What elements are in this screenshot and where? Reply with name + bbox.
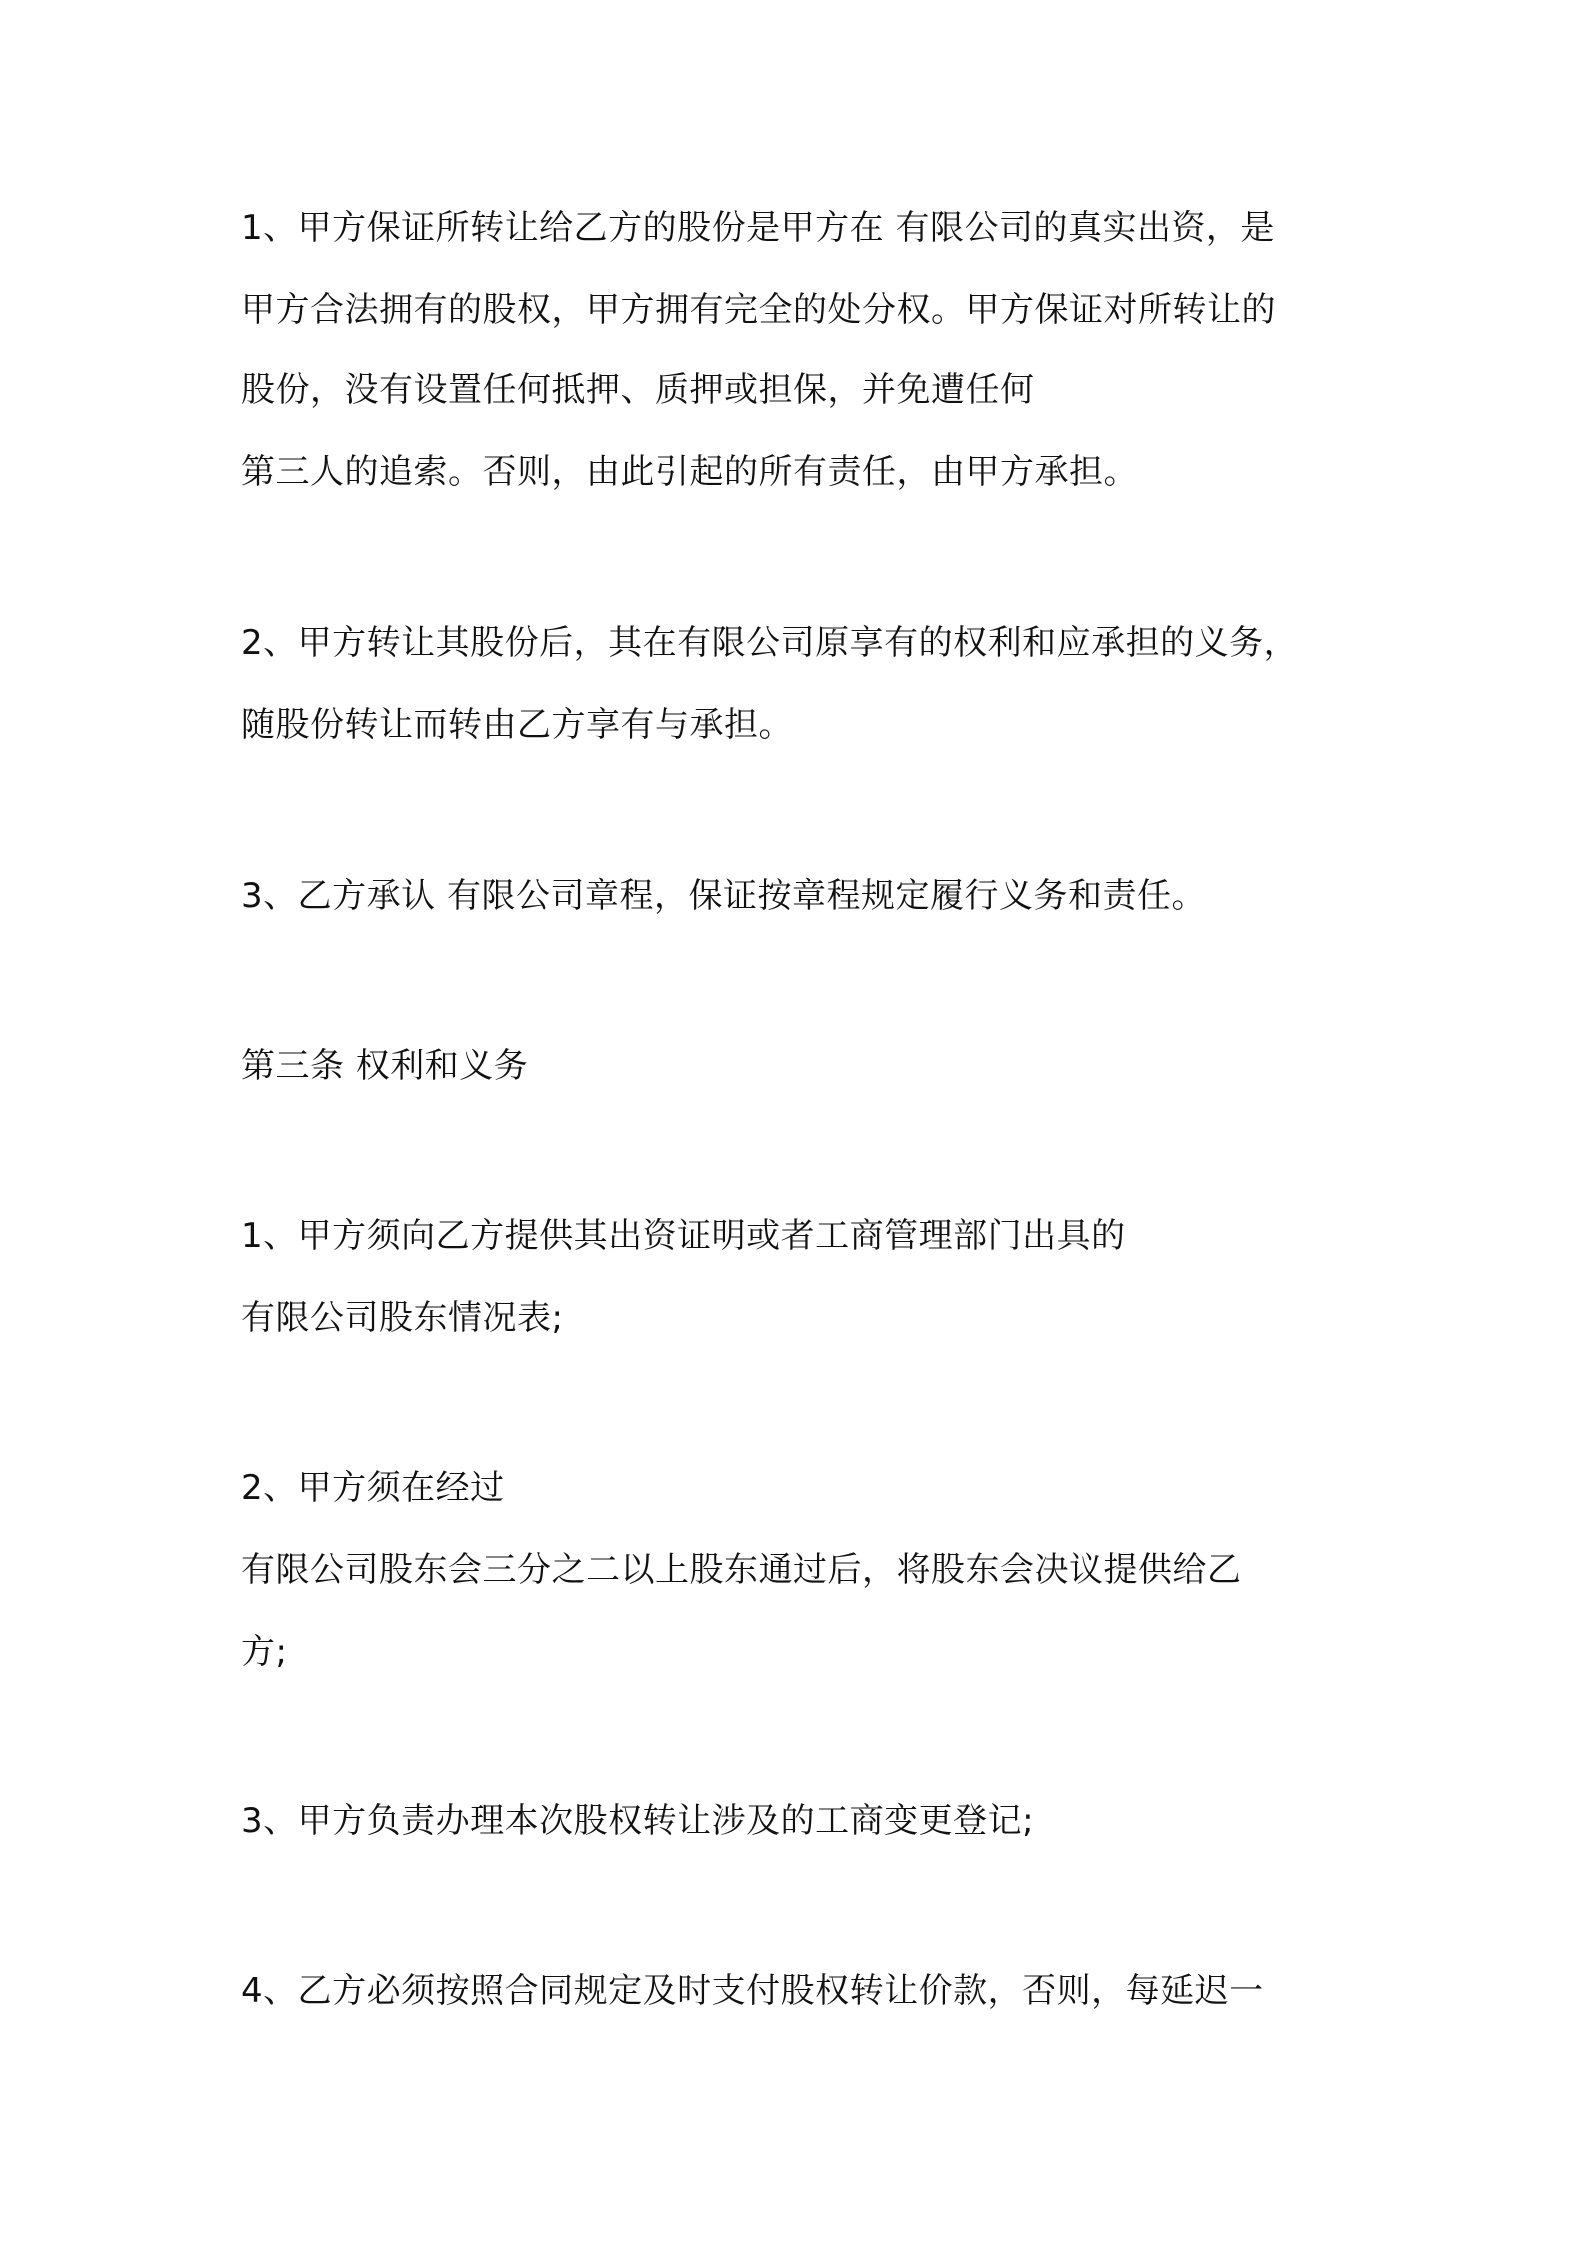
text-line: 4、乙方必须按照合同规定及时支付股权转让价款，否则，每延迟一 bbox=[241, 1971, 1264, 2011]
text-line: 2、甲方须在经过 bbox=[241, 1468, 505, 1508]
text-line: 有限公司股东情况表; bbox=[241, 1298, 564, 1338]
text-line: 随股份转让而转由乙方享有与承担。 bbox=[241, 705, 793, 745]
text-line: 3、甲方负责办理本次股权转让涉及的工商变更登记; bbox=[241, 1801, 1035, 1841]
text-line: 1、甲方须向乙方提供其出资证明或者工商管理部门出具的 bbox=[241, 1216, 1126, 1256]
text-line: 2、甲方转让其股份后，其在有限公司原享有的权利和应承担的义务， bbox=[241, 623, 1299, 663]
text-line: 1、甲方保证所转让给乙方的股份是甲方在 有限公司的真实出资，是 bbox=[241, 208, 1275, 248]
text-line: 甲方合法拥有的股权，甲方拥有完全的处分权。甲方保证对所转让的 bbox=[241, 290, 1276, 330]
text-line: 第三人的追索。否则，由此引起的所有责任，由甲方承担。 bbox=[241, 452, 1138, 492]
text-line: 方; bbox=[241, 1632, 288, 1672]
section-heading: 第三条 权利和义务 bbox=[241, 1046, 529, 1086]
text-line: 股份，没有设置任何抵押、质押或担保，并免遭任何 bbox=[241, 370, 1035, 410]
text-line: 有限公司股东会三分之二以上股东通过后，将股东会决议提供给乙 bbox=[241, 1550, 1242, 1590]
text-line: 3、乙方承认 有限公司章程，保证按章程规定履行义务和责任。 bbox=[241, 876, 1206, 916]
